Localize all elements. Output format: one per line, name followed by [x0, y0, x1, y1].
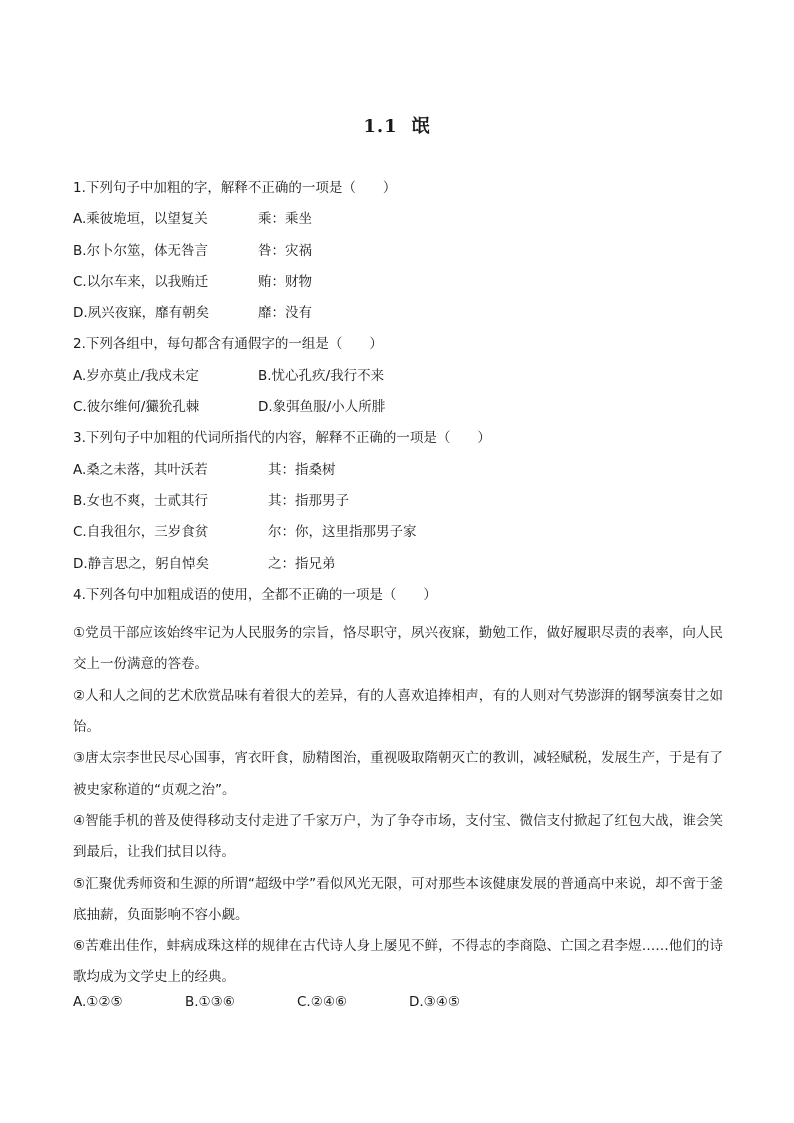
option-note: 之：指兄弟 [268, 555, 336, 572]
question-4-item-1: ①党员干部应该始终牢记为人民服务的宗旨，恪尽职守，夙兴夜寐，勤勉工作，做好履职尽责的表率，向人民交上一份满意的答卷。 [73, 625, 723, 673]
question-1-stem: 1.下列句子中加粗的字，解释不正确的一项是（ ） [73, 180, 397, 196]
question-2-options-row-2 [73, 399, 723, 430]
question-4-item-3: ③唐太宗李世民尽心国事，宵衣旰食，励精图治，重视吸取隋朝灭亡的教训，减轻赋税，发展生产，于是有了被史家称道的“贞观之治”。 [73, 750, 723, 798]
question-3-stem: 3.下列句子中加粗的代词所指代的内容，解释不正确的一项是（ ） [73, 430, 491, 447]
option-note: 其：指那男子 [268, 492, 349, 509]
option-note: 尔：你，这里指那男子家 [268, 524, 417, 541]
option-d: D.③④⑤ [409, 993, 460, 1010]
option-note: 靡：没有 [258, 305, 312, 322]
option-b: B.①③⑥ [185, 993, 235, 1010]
option-sentence: C.自我徂尔，三岁食贫 [73, 524, 209, 541]
option-a: A.岁亦莫止/我戍未定 [73, 367, 199, 384]
option-sentence: A.乘彼垝垣，以望复关 [73, 211, 208, 228]
option-sentence: D.静言思之，躬自悼矣 [73, 555, 210, 572]
option-d: D.象弭鱼服/小人所腓 [258, 399, 386, 416]
question-4-item-4: ④智能手机的普及使得移动支付走进了千家万户，为了争夺市场，支付宝、微信支付掀起了红包大战，谁会笑到最后，让我们拭目以待。 [73, 812, 723, 861]
option-c: C.②④⑥ [297, 993, 348, 1010]
page-title [0, 112, 794, 138]
option-note: 贿：财物 [258, 273, 312, 290]
question-list [73, 180, 723, 1025]
lesson-title: 氓 [411, 116, 431, 137]
option-c: C.彼尔维何/玁狁孔棘 [73, 399, 200, 416]
question-4-options [73, 994, 723, 1025]
option-a: A.①②⑤ [73, 993, 123, 1010]
question-2-options-row-1 [73, 368, 723, 399]
question-2-stem: 2.下列各组中，每句都含有通假字的一组是（ ） [73, 336, 383, 353]
question-3-option-a [73, 462, 723, 493]
option-note: 咎：灾祸 [258, 242, 312, 259]
question-4-stem: 4.下列各句中加粗成语的使用，全都不正确的一项是（ ） [73, 586, 437, 603]
option-sentence: D.夙兴夜寐，靡有朝矣 [73, 305, 210, 322]
option-sentence: C.以尔车来，以我贿迁 [73, 273, 209, 290]
question-3-option-d [73, 556, 723, 587]
option-note: 乘：乘坐 [258, 211, 312, 228]
question-3-option-b [73, 493, 723, 524]
option-sentence: B.女也不爽，士贰其行 [73, 492, 209, 509]
question-1-option-d [73, 305, 723, 336]
question-3-option-c [73, 524, 723, 555]
option-sentence: B.尔卜尔筮，体无咎言 [73, 242, 209, 259]
option-sentence: A.桑之未落，其叶沃若 [73, 461, 208, 478]
question-1-option-a [73, 211, 723, 242]
question-4-item-2: ②人和人之间的艺术欣赏品味有着很大的差异，有的人喜欢追捧相声，有的人则对气势澎湃的钢琴演奏甘之如饴。 [73, 687, 723, 736]
question-1-option-c [73, 274, 723, 305]
option-b: B.忧心孔疚/我行不来 [258, 367, 385, 384]
question-4-item-6: ⑥苦难出佳作，蚌病成珠这样的规律在古代诗人身上屡见不鲜，不得志的李商隐、亡国之君李煜……他们的诗歌均成为文学史上的经典。 [73, 938, 723, 986]
question-1-option-b [73, 243, 723, 274]
option-note: 其：指桑树 [268, 461, 336, 478]
lesson-number: 1.1 [363, 116, 398, 137]
question-4-item-5: ⑤汇聚优秀师资和生源的所谓“超级中学”看似风光无限，可对那些本该健康发展的普通高中来说，却不啻于釜底抽薪，负面影响不容小觑。 [73, 875, 723, 923]
